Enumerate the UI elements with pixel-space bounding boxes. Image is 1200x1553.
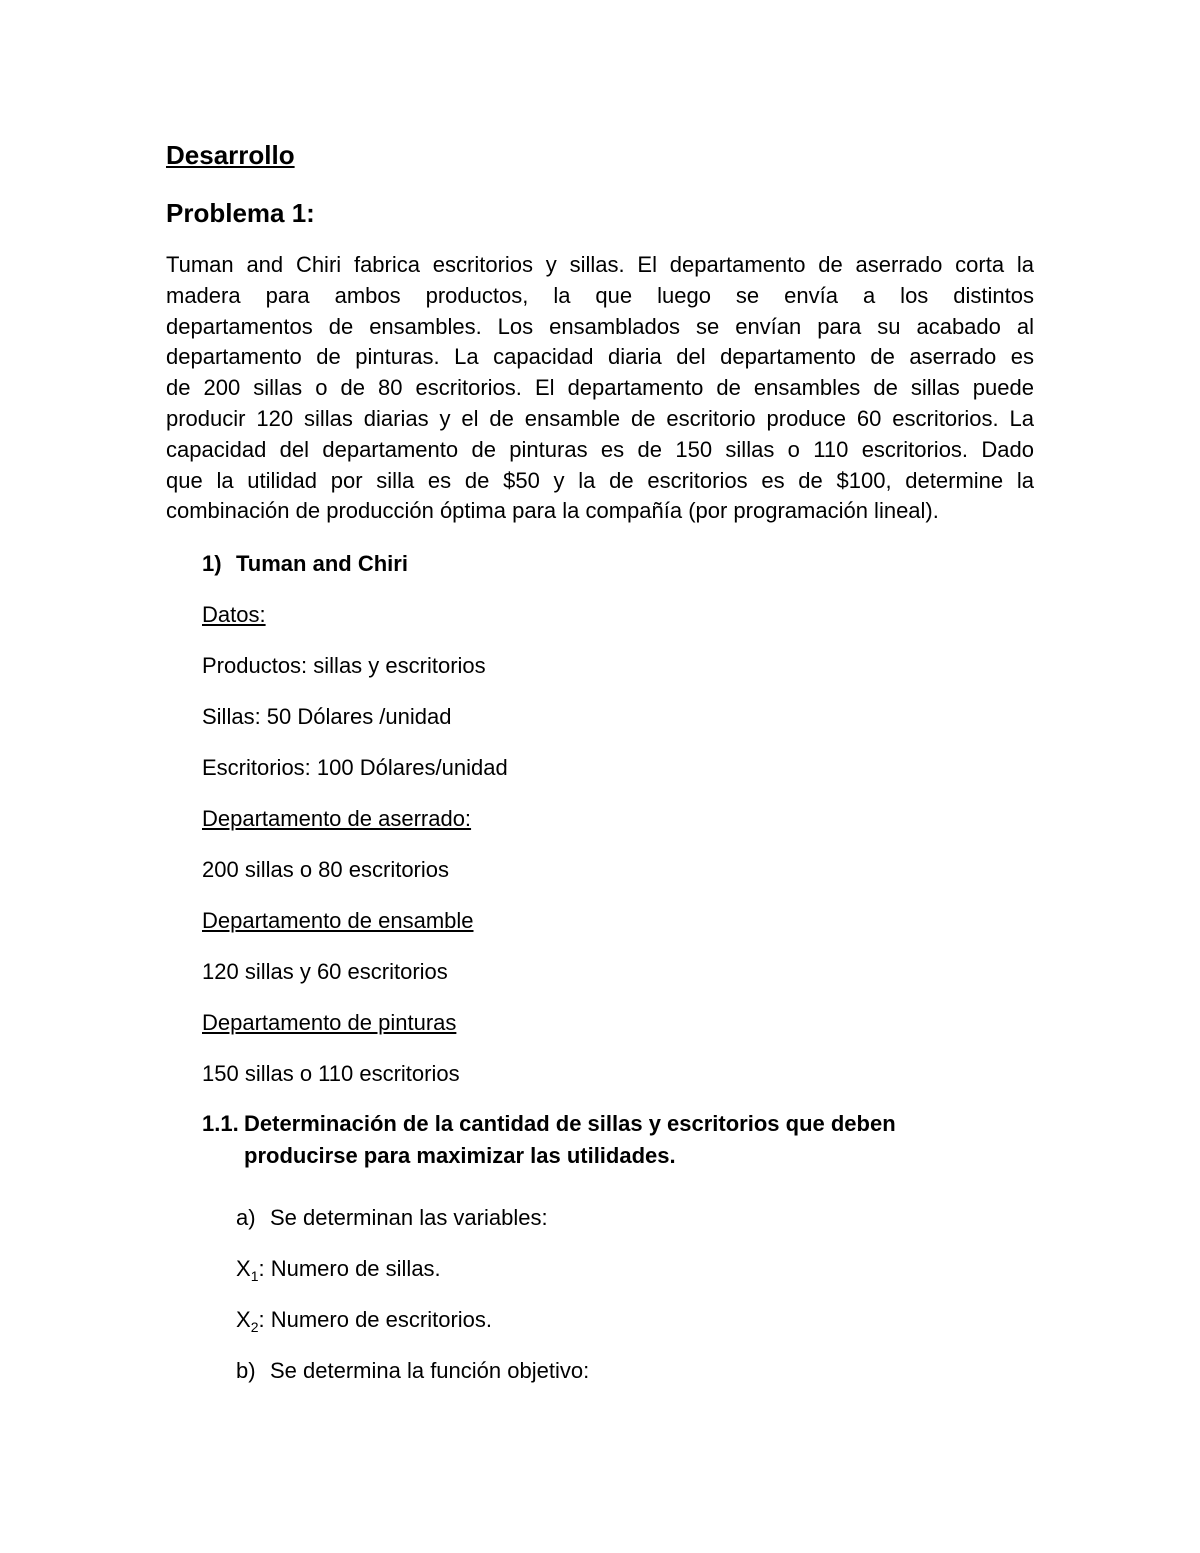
escritorios-line: Escritorios: 100 Dólares/unidad xyxy=(202,755,508,780)
statement-line: capacidad del departamento de pinturas es de 150 sillas o 110 escritorios. Dado xyxy=(166,436,1034,462)
statement-line: departamentos de ensambles. Los ensamblados se envían para su acabado al xyxy=(166,313,1034,339)
step-a-text: Se determinan las variables: xyxy=(270,1205,548,1230)
step-b-text: Se determina la función objetivo: xyxy=(270,1358,590,1383)
statement-line: combinación de producción óptima para la compañía (por programación lineal). xyxy=(166,498,939,524)
section-1-1-title: Determinación de la cantidad de sillas y escritorios que deben xyxy=(244,1111,896,1136)
item-1-title: Tuman and Chiri xyxy=(236,551,408,576)
variable-x1 xyxy=(236,1256,441,1289)
dept-ensamble-label: Departamento de ensamble xyxy=(202,908,474,933)
statement-line: departamento de pinturas. La capacidad diaria del departamento de aserrado es xyxy=(166,344,1034,370)
section-1-1-number: 1.1. xyxy=(202,1111,239,1136)
statement-line: que la utilidad por silla es de $50 y la de escritorios es de $100, determine la xyxy=(166,467,1034,493)
step-b xyxy=(236,1358,589,1384)
variable-x2 xyxy=(236,1307,492,1340)
variable-x1-description: : Numero de sillas. xyxy=(258,1256,441,1281)
item-1-number: 1) xyxy=(202,551,222,576)
sillas-line: Sillas: 50 Dólares /unidad xyxy=(202,704,452,729)
statement-line: madera para ambos productos, la que luego se envía a los distintos xyxy=(166,282,1034,308)
dept-pinturas-value: 150 sillas o 110 escritorios xyxy=(202,1061,460,1086)
statement-line: producir 120 sillas diarias y el de ensamble de escritorio produce 60 escritorios. La xyxy=(166,405,1034,431)
variable-x2-subscript: 2 xyxy=(250,1319,259,1335)
variable-x2-description: : Numero de escritorios. xyxy=(258,1307,493,1332)
statement-line: de 200 sillas o de 80 escritorios. El departamento de ensambles de sillas puede xyxy=(166,375,1034,401)
section-1-1-title-continued: producirse para maximizar las utilidades. xyxy=(244,1143,676,1168)
step-a-letter: a) xyxy=(236,1205,256,1230)
variable-x2-symbol: X xyxy=(236,1307,251,1332)
variable-x1-symbol: X xyxy=(236,1256,251,1281)
problem-title: Problema 1: xyxy=(166,198,315,228)
dept-pinturas-label: Departamento de pinturas xyxy=(202,1010,457,1035)
item-1-heading xyxy=(202,551,408,577)
section-1-1-heading xyxy=(202,1111,896,1137)
section-heading: Desarrollo xyxy=(166,140,295,170)
variable-x1-subscript: 1 xyxy=(250,1268,259,1284)
datos-label: Datos: xyxy=(202,602,266,627)
dept-aserrado-label: Departamento de aserrado: xyxy=(202,806,472,831)
statement-line: Tuman and Chiri fabrica escritorios y sillas. El departamento de aserrado corta la xyxy=(166,252,1034,277)
problem-statement xyxy=(166,250,1034,527)
dept-aserrado-value: 200 sillas o 80 escritorios xyxy=(202,857,450,882)
step-b-letter: b) xyxy=(236,1358,256,1383)
step-a xyxy=(236,1205,548,1231)
productos-line: Productos: sillas y escritorios xyxy=(202,653,486,678)
dept-ensamble-value: 120 sillas y 60 escritorios xyxy=(202,959,448,984)
